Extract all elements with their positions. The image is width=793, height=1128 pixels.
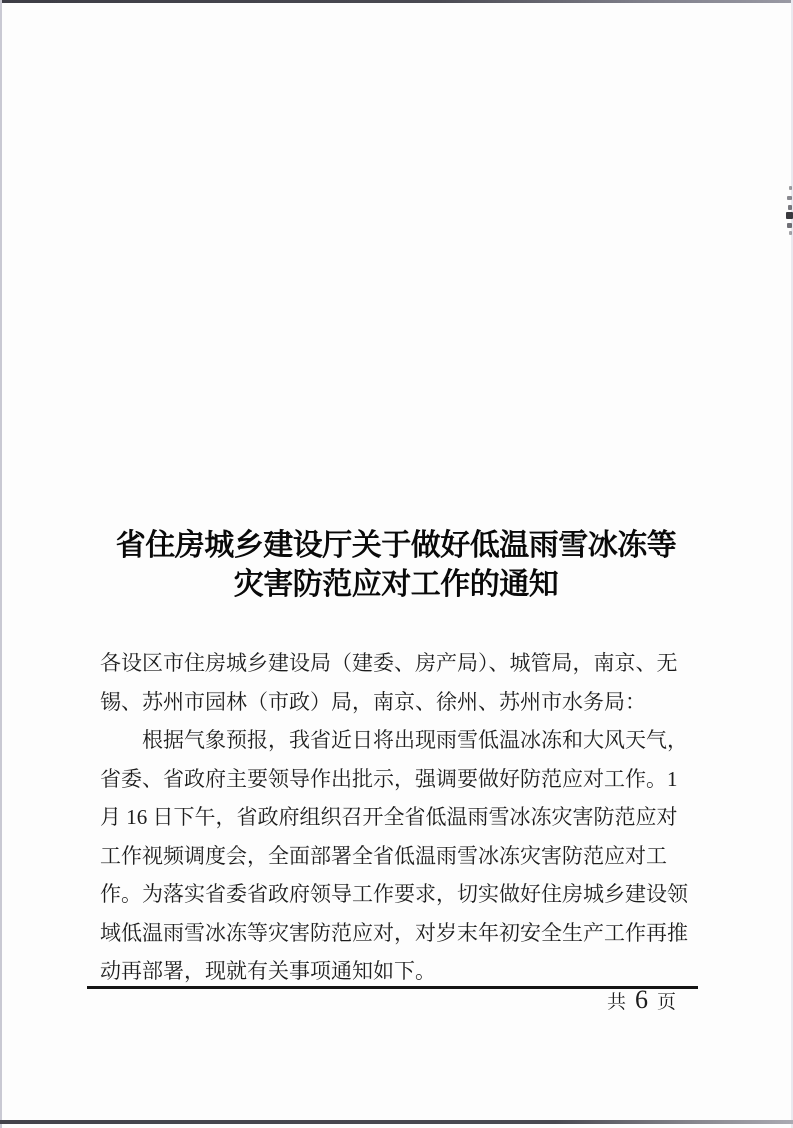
document-title-line-2: 灾害防范应对工作的通知 xyxy=(233,568,559,601)
scan-artifact-mark xyxy=(787,196,792,200)
scan-artifact-mark xyxy=(787,223,792,228)
document-body xyxy=(100,644,692,991)
scan-artifact-mark xyxy=(789,186,792,190)
page-count xyxy=(607,985,677,1015)
scan-edge-left xyxy=(0,0,2,1128)
document-title xyxy=(100,526,692,604)
body-line-4: 工作视频调度会，全面部署全省低温雨雪冰冻灾害防范应对工 xyxy=(100,843,667,868)
page-count-suffix: 页 xyxy=(657,992,677,1013)
document-title-line-1: 省住房城乡建设厅关于做好低温雨雪冰冻等 xyxy=(115,529,677,562)
body-line-2: 省委、省政府主要领导作出批示，强调要做好防范应对工作。1 xyxy=(100,766,678,791)
scan-edge-top xyxy=(0,0,793,3)
scan-artifact-mark xyxy=(786,212,793,219)
page-count-prefix: 共 xyxy=(607,992,627,1013)
scan-artifact-mark xyxy=(789,231,792,235)
scan-artifact-mark xyxy=(788,205,792,210)
body-line-6: 域低温雨雪冰冻等灾害防范应对，对岁末年初安全生产工作再推 xyxy=(100,920,688,945)
footer-separator-line xyxy=(87,986,698,989)
page-count-number: 6 xyxy=(635,985,649,1014)
recipients-line-1: 各设区市住房城乡建设局（建委、房产局）、城管局，南京、无 xyxy=(100,651,678,675)
body-line-1: 根据气象预报，我省近日将出现雨雪低温冰冻和大风天气， xyxy=(142,728,688,752)
recipients-line-2: 锡、苏州市园林（市政）局，南京、徐州、苏州市水务局： xyxy=(100,689,646,714)
scan-edge-bottom xyxy=(0,1120,793,1124)
body-line-5: 作。为落实省委省政府领导工作要求，切实做好住房城乡建设领 xyxy=(100,882,688,906)
body-line-3: 月 16 日下午，省政府组织召开全省低温雨雪冰冻灾害防范应对 xyxy=(100,805,678,829)
body-line-7: 动再部署，现就有关事项通知如下。 xyxy=(100,959,436,983)
